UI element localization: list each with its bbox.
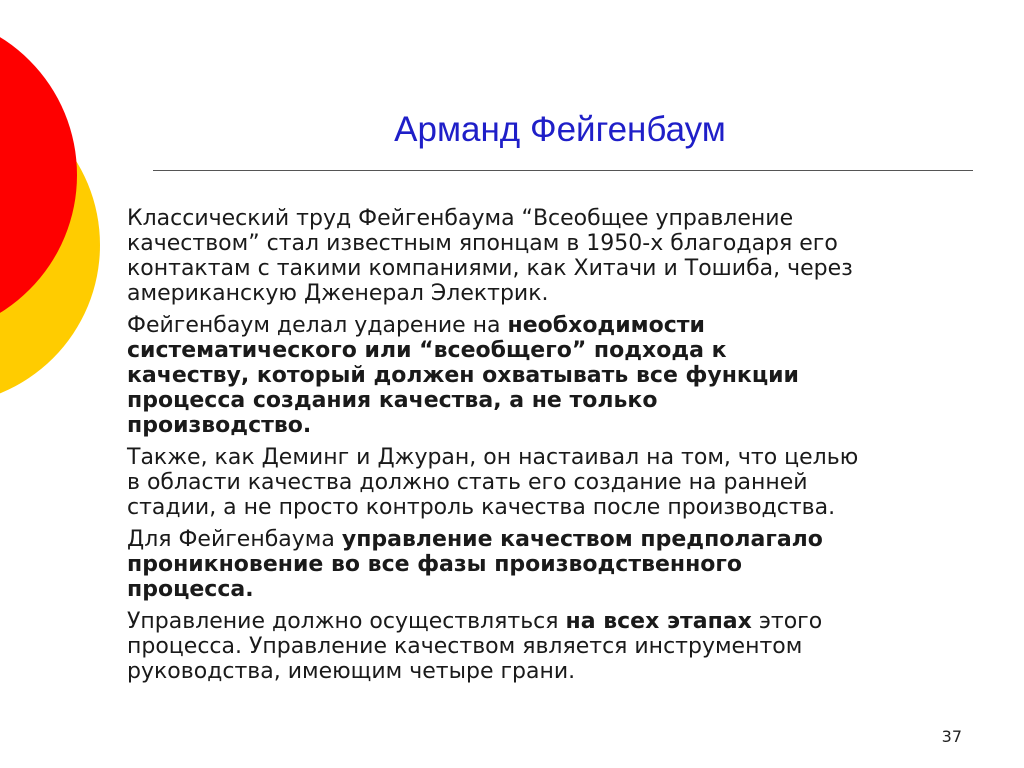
- paragraph-text: Для Фейгенбаума: [127, 527, 342, 552]
- body-paragraph: [127, 206, 987, 306]
- body-paragraph: [127, 527, 987, 602]
- paragraph-text: этого процесса. Управление качеством является инструментом руководства, имеющим четыре грани.: [127, 609, 823, 684]
- title-divider: [153, 170, 973, 171]
- paragraph-text: Классический труд Фейгенбаума “Всеобщее управление качеством” стал известным японцам в 1950-х благодаря его контактам с такими компаниями, как Хитачи и Тошиба, через американскую Дженерал Электрик.: [127, 206, 853, 306]
- paragraph-text: Управление должно осуществляться: [127, 609, 566, 634]
- paragraph-text: Также, как Деминг и Джуран, он настаивал на том, что целью в области качества должно стать его создание на ранней стадии, а не просто контроль качества после производства.: [127, 445, 859, 520]
- bold-text: управление качеством предполагало проникновение во все фазы производственного процесса.: [127, 527, 823, 602]
- paragraph-text: Фейгенбаум делал ударение на: [127, 313, 508, 338]
- body-paragraph: [127, 445, 987, 520]
- page-number: 37: [941, 727, 962, 746]
- bold-text: необходимости систематического или “всеобщего” подхода к качеству, который должен охватывать все функции процесса создания качества, а не только производство.: [127, 313, 799, 438]
- decorative-circles: [0, 0, 110, 420]
- body-paragraph: [127, 313, 987, 438]
- slide-title: Арманд Фейгенбаум: [394, 110, 726, 149]
- slide-body: [127, 206, 987, 691]
- body-paragraph: [127, 609, 987, 684]
- bold-text: на всех этапах: [565, 609, 752, 634]
